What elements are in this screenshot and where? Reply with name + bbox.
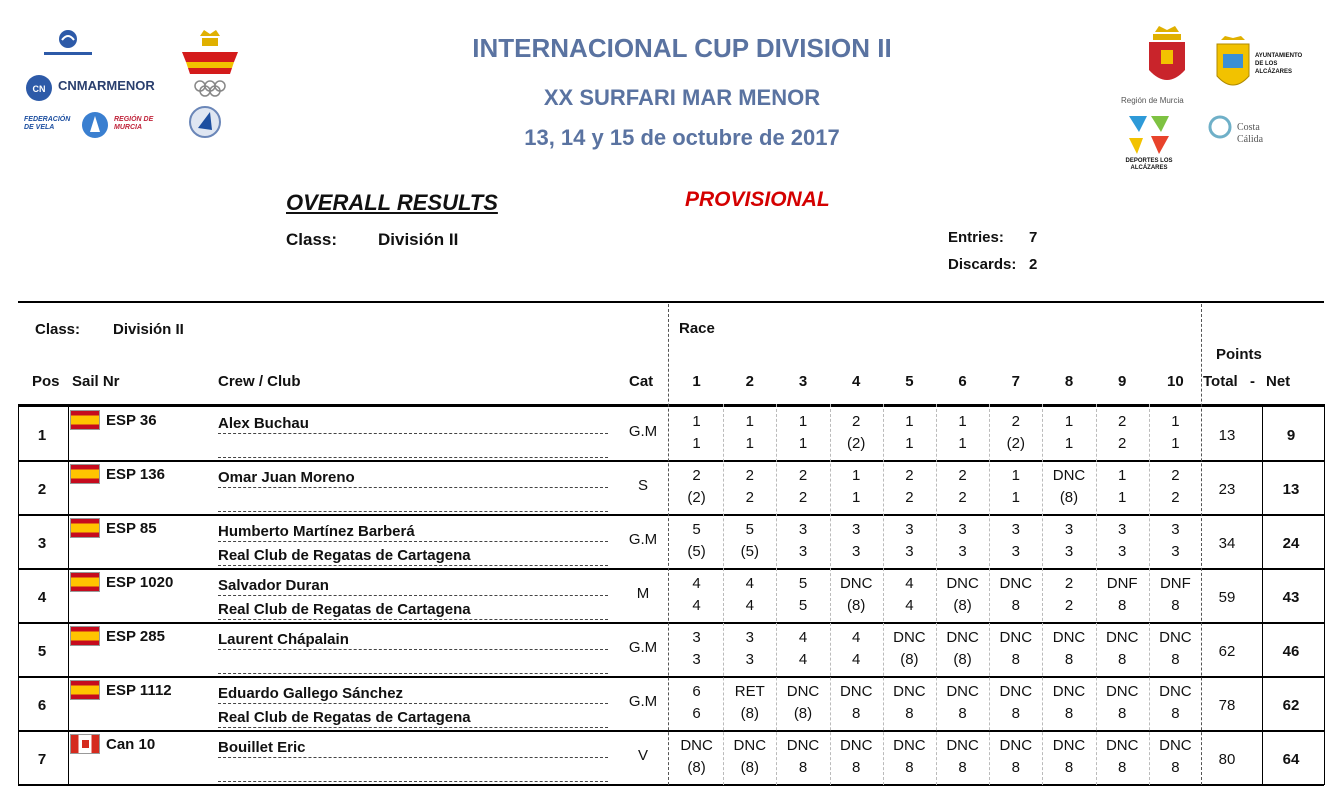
race-4-score: 2 bbox=[852, 413, 861, 430]
race-3-score: 1 bbox=[798, 413, 808, 430]
race-2-points: 2 bbox=[745, 489, 754, 506]
race-2-points: (8) bbox=[740, 705, 759, 722]
race-7-header: 7 bbox=[1011, 373, 1020, 390]
total-points: 62 bbox=[1218, 643, 1236, 660]
race-3-score: DNC bbox=[786, 737, 820, 754]
race-6-points: 8 bbox=[958, 759, 967, 776]
race-10-score: 3 bbox=[1171, 521, 1180, 538]
race-5-header: 5 bbox=[905, 373, 914, 390]
race-6-score: DNC bbox=[946, 683, 979, 700]
race-8-points: 8 bbox=[1064, 759, 1074, 776]
race-7-points: 1 bbox=[1011, 489, 1020, 506]
sail-number: ESP 136 bbox=[106, 466, 165, 483]
row-separator bbox=[18, 460, 1324, 462]
provisional-status: PROVISIONAL bbox=[685, 188, 830, 211]
race-2-header: 2 bbox=[745, 373, 754, 390]
race-10-score: 2 bbox=[1171, 467, 1180, 484]
pos-col-border bbox=[68, 404, 69, 785]
event-title: INTERNACIONAL CUP DIVISION II bbox=[472, 33, 892, 63]
race-8-points: (8) bbox=[1059, 489, 1079, 506]
race-2-score: 1 bbox=[745, 413, 754, 430]
class-value: División II bbox=[378, 230, 459, 249]
right-border bbox=[1324, 404, 1325, 785]
region-logo-text: REGIÓN DE MURCIA bbox=[114, 116, 154, 131]
col-total-header: Total bbox=[1203, 373, 1238, 390]
col-cat-header: Cat bbox=[629, 373, 654, 390]
table-class-label: Class: bbox=[35, 321, 81, 338]
row-separator bbox=[18, 568, 1324, 570]
net-col-border bbox=[1262, 404, 1263, 785]
race-9-score: 3 bbox=[1118, 521, 1127, 538]
spain-flag-icon bbox=[70, 518, 100, 538]
race-3-points: 8 bbox=[798, 759, 808, 776]
row-separator bbox=[18, 730, 1324, 732]
club-name bbox=[218, 493, 608, 512]
deportes-text: DEPORTES LOS ALCÁZARES bbox=[1125, 158, 1173, 171]
race-1-score: 6 bbox=[692, 683, 701, 700]
race-8-score: 2 bbox=[1064, 575, 1074, 592]
row-separator bbox=[18, 784, 1324, 786]
race-7-points: 8 bbox=[1011, 597, 1020, 614]
race-col-border bbox=[668, 304, 669, 785]
race-6-score: 1 bbox=[958, 413, 967, 430]
svg-text:CN: CN bbox=[32, 84, 46, 94]
sail-number: ESP 85 bbox=[106, 520, 157, 537]
sail-number: ESP 285 bbox=[106, 628, 165, 645]
race-col-divider bbox=[1096, 404, 1097, 785]
race-8-score: 3 bbox=[1064, 521, 1074, 538]
discards-value: 2 bbox=[1029, 256, 1038, 273]
race-10-score: 1 bbox=[1171, 413, 1180, 430]
race-9-points: 8 bbox=[1118, 759, 1127, 776]
race-col-divider bbox=[1042, 404, 1043, 785]
race-10-points: 2 bbox=[1171, 489, 1180, 506]
race-1-header: 1 bbox=[692, 373, 701, 390]
col-net-header: Net bbox=[1266, 373, 1291, 390]
race-4-points: 3 bbox=[852, 543, 861, 560]
position-cell: 1 bbox=[37, 427, 47, 444]
race-8-score: DNC bbox=[1052, 629, 1086, 646]
race-2-points: 3 bbox=[745, 651, 754, 668]
club-name: Real Club de Regatas de Cartagena bbox=[218, 547, 608, 566]
net-points: 62 bbox=[1282, 697, 1300, 714]
canada-flag-icon bbox=[70, 734, 100, 754]
race-col-divider bbox=[936, 404, 937, 785]
club-name bbox=[218, 655, 608, 674]
race-6-points: 8 bbox=[958, 705, 967, 722]
race-7-points: (2) bbox=[1006, 435, 1025, 452]
race-3-points: 4 bbox=[798, 651, 808, 668]
race-9-score: 2 bbox=[1118, 413, 1127, 430]
race-6-score: DNC bbox=[946, 629, 979, 646]
race-6-points: (8) bbox=[953, 651, 972, 668]
row-separator bbox=[18, 676, 1324, 678]
race-2-points: 1 bbox=[745, 435, 754, 452]
race-3-score: DNC bbox=[786, 683, 820, 700]
row-separator bbox=[18, 622, 1324, 624]
race-5-score: 2 bbox=[905, 467, 914, 484]
race-7-score: DNC bbox=[999, 683, 1033, 700]
spain-flag-icon bbox=[70, 410, 100, 430]
crew-name: Alex Buchau bbox=[218, 415, 608, 434]
race-1-points: (8) bbox=[687, 759, 706, 776]
race-1-score: DNC bbox=[680, 737, 713, 754]
cnm-logo-text: CNMARMENOR bbox=[58, 78, 155, 93]
race-8-points: 2 bbox=[1064, 597, 1074, 614]
race-1-score: 2 bbox=[692, 467, 701, 484]
table-top-border bbox=[18, 301, 1324, 303]
race-3-points: 1 bbox=[798, 435, 808, 452]
race-header: Race bbox=[679, 320, 715, 337]
race-7-points: 8 bbox=[1011, 705, 1020, 722]
race-10-score: DNC bbox=[1159, 683, 1192, 700]
total-points: 34 bbox=[1218, 535, 1236, 552]
position-cell: 3 bbox=[37, 535, 47, 552]
club-name: Real Club de Regatas de Cartagena bbox=[218, 601, 608, 620]
race-10-score: DNF bbox=[1159, 575, 1191, 592]
region-murcia-text: Región de Murcia bbox=[1121, 96, 1184, 105]
crew-name: Humberto Martínez Barberá bbox=[218, 523, 608, 542]
race-2-score: DNC bbox=[733, 737, 767, 754]
race-6-points: 2 bbox=[958, 489, 967, 506]
category-cell: S bbox=[637, 477, 648, 494]
race-1-points: 4 bbox=[692, 597, 701, 614]
total-points: 80 bbox=[1218, 751, 1236, 768]
overall-results-heading: OVERALL RESULTS bbox=[286, 190, 498, 215]
race-3-header: 3 bbox=[798, 373, 808, 390]
race-5-points: (8) bbox=[900, 651, 919, 668]
race-4-score: DNC bbox=[839, 737, 873, 754]
race-2-score: 2 bbox=[745, 467, 754, 484]
race-8-points: 1 bbox=[1064, 435, 1074, 452]
spain-flag-icon bbox=[70, 626, 100, 646]
race-col-divider bbox=[883, 404, 884, 785]
club-name bbox=[218, 763, 608, 782]
race-9-score: DNF bbox=[1106, 575, 1138, 592]
race-4-points: (8) bbox=[847, 597, 866, 614]
race-4-points: 4 bbox=[852, 651, 861, 668]
race-1-score: 1 bbox=[692, 413, 701, 430]
race-1-score: 4 bbox=[692, 575, 701, 592]
race-2-score: 5 bbox=[745, 521, 754, 538]
race-5-score: DNC bbox=[893, 683, 926, 700]
sail-number: Can 10 bbox=[106, 736, 156, 753]
total-points: 13 bbox=[1218, 427, 1236, 444]
race-1-score: 5 bbox=[692, 521, 701, 538]
race-5-score: 3 bbox=[905, 521, 914, 538]
race-9-points: 3 bbox=[1118, 543, 1127, 560]
col-pos-header: Pos bbox=[32, 373, 60, 390]
category-cell: M bbox=[636, 585, 650, 602]
crew-name: Eduardo Gallego Sánchez bbox=[218, 685, 608, 704]
race-4-score: 4 bbox=[852, 629, 861, 646]
race-10-points: 8 bbox=[1171, 597, 1180, 614]
race-col-divider bbox=[776, 404, 777, 785]
category-cell: G.M bbox=[628, 531, 658, 548]
race-8-header: 8 bbox=[1064, 373, 1074, 390]
crew-name: Salvador Duran bbox=[218, 577, 608, 596]
race-4-score: 3 bbox=[852, 521, 861, 538]
sail-number: ESP 1112 bbox=[106, 682, 172, 699]
category-cell: G.M bbox=[628, 423, 658, 440]
race-3-points: 5 bbox=[798, 597, 808, 614]
net-points: 64 bbox=[1282, 751, 1300, 768]
race-2-score: RET bbox=[734, 683, 765, 700]
net-points: 24 bbox=[1282, 535, 1300, 552]
race-5-score: DNC bbox=[893, 629, 926, 646]
race-7-score: 1 bbox=[1011, 467, 1020, 484]
race-5-score: 1 bbox=[905, 413, 914, 430]
net-points: 13 bbox=[1282, 481, 1300, 498]
race-5-points: 4 bbox=[905, 597, 914, 614]
race-4-points: 8 bbox=[852, 705, 861, 722]
spain-flag-icon bbox=[70, 680, 100, 700]
category-cell: G.M bbox=[628, 639, 658, 656]
race-col-divider bbox=[723, 404, 724, 785]
position-cell: 4 bbox=[37, 589, 47, 606]
race-4-score: 1 bbox=[852, 467, 861, 484]
race-9-points: 8 bbox=[1118, 651, 1127, 668]
race-4-points: (2) bbox=[847, 435, 866, 452]
race-7-points: 8 bbox=[1011, 759, 1020, 776]
race-5-score: DNC bbox=[893, 737, 926, 754]
event-subtitle: XX SURFARI MAR MENOR bbox=[543, 85, 821, 110]
race-col-divider bbox=[830, 404, 831, 785]
race-col-divider bbox=[1149, 404, 1150, 785]
class-label: Class: bbox=[286, 230, 338, 249]
race-10-score: DNC bbox=[1159, 629, 1192, 646]
race-5-points: 3 bbox=[905, 543, 914, 560]
race-9-points: 8 bbox=[1118, 705, 1127, 722]
race-1-score: 3 bbox=[692, 629, 701, 646]
points-header: Points bbox=[1216, 346, 1262, 363]
race-1-points: 6 bbox=[692, 705, 701, 722]
crew-name: Laurent Chápalain bbox=[218, 631, 608, 650]
race-10-points: 8 bbox=[1171, 651, 1180, 668]
race-3-score: 3 bbox=[798, 521, 808, 538]
race-col-divider bbox=[989, 404, 990, 785]
net-points: 9 bbox=[1286, 427, 1296, 444]
race-9-score: DNC bbox=[1105, 683, 1139, 700]
entries-value: 7 bbox=[1029, 229, 1038, 246]
race-9-points: 8 bbox=[1118, 597, 1127, 614]
race-8-points: 8 bbox=[1064, 651, 1074, 668]
event-dates: 13, 14 y 15 de octubre de 2017 bbox=[524, 125, 840, 150]
discards-label: Discards: bbox=[948, 256, 1017, 273]
left-border bbox=[18, 404, 19, 785]
race-5-points: 1 bbox=[905, 435, 914, 452]
race-7-score: DNC bbox=[999, 575, 1033, 592]
race-3-points: (8) bbox=[793, 705, 813, 722]
race-9-score: 1 bbox=[1118, 467, 1127, 484]
race-4-points: 8 bbox=[852, 759, 861, 776]
race-7-score: 2 bbox=[1011, 413, 1020, 430]
race-4-score: DNC bbox=[839, 575, 873, 592]
race-2-points: (8) bbox=[740, 759, 759, 776]
position-cell: 7 bbox=[37, 751, 47, 768]
col-sail-header: Sail Nr bbox=[72, 373, 120, 390]
race-4-score: DNC bbox=[839, 683, 873, 700]
category-cell: V bbox=[637, 747, 648, 764]
ayuntamiento-text: AYUNTAMIENTO DE LOS ALCÁZARES bbox=[1255, 53, 1303, 75]
race-5-points: 8 bbox=[905, 705, 914, 722]
net-points: 46 bbox=[1282, 643, 1300, 660]
race-6-points: 1 bbox=[958, 435, 967, 452]
costa-calida-text: Costa Cálida bbox=[1237, 122, 1264, 145]
race-3-score: 4 bbox=[798, 629, 808, 646]
race-7-score: DNC bbox=[999, 629, 1033, 646]
points-col-border bbox=[1201, 304, 1202, 785]
race-6-points: (8) bbox=[953, 597, 972, 614]
race-8-points: 3 bbox=[1064, 543, 1074, 560]
race-10-points: 1 bbox=[1171, 435, 1180, 452]
race-4-points: 1 bbox=[852, 489, 861, 506]
race-10-points: 8 bbox=[1171, 759, 1180, 776]
race-6-score: 3 bbox=[958, 521, 967, 538]
race-2-score: 3 bbox=[745, 629, 754, 646]
federacion-logo-text: FEDERACIÓN DE VELA bbox=[24, 116, 71, 131]
race-8-score: 1 bbox=[1064, 413, 1074, 430]
position-cell: 2 bbox=[37, 481, 47, 498]
position-cell: 5 bbox=[37, 643, 47, 660]
crew-name: Omar Juan Moreno bbox=[218, 469, 608, 488]
category-cell: G.M bbox=[628, 693, 658, 710]
race-2-score: 4 bbox=[745, 575, 754, 592]
race-1-points: 3 bbox=[692, 651, 701, 668]
net-points: 43 bbox=[1282, 589, 1300, 606]
race-10-score: DNC bbox=[1159, 737, 1192, 754]
race-3-score: 5 bbox=[798, 575, 808, 592]
club-name: Real Club de Regatas de Cartagena bbox=[218, 709, 608, 728]
race-3-points: 2 bbox=[798, 489, 808, 506]
total-points: 78 bbox=[1218, 697, 1236, 714]
race-6-score: 2 bbox=[958, 467, 967, 484]
race-2-points: (5) bbox=[740, 543, 759, 560]
race-7-score: DNC bbox=[999, 737, 1033, 754]
race-6-score: DNC bbox=[946, 737, 979, 754]
race-1-points: (5) bbox=[687, 543, 706, 560]
race-5-score: 4 bbox=[905, 575, 914, 592]
race-5-points: 2 bbox=[905, 489, 914, 506]
race-7-points: 3 bbox=[1011, 543, 1020, 560]
club-name bbox=[218, 439, 608, 458]
col-dash-header: - bbox=[1250, 373, 1255, 390]
race-9-header: 9 bbox=[1118, 373, 1127, 390]
row-separator bbox=[18, 514, 1324, 516]
race-7-points: 8 bbox=[1011, 651, 1020, 668]
total-points: 23 bbox=[1218, 481, 1236, 498]
race-9-points: 1 bbox=[1118, 489, 1127, 506]
race-8-score: DNC bbox=[1052, 467, 1086, 484]
race-6-points: 3 bbox=[958, 543, 967, 560]
race-4-header: 4 bbox=[852, 373, 861, 390]
race-3-score: 2 bbox=[798, 467, 808, 484]
race-1-points: 1 bbox=[692, 435, 701, 452]
spain-flag-icon bbox=[70, 572, 100, 592]
table-class-value: División II bbox=[113, 321, 184, 338]
entries-label: Entries: bbox=[948, 229, 1004, 246]
sail-number: ESP 36 bbox=[106, 412, 157, 429]
header-bottom-border bbox=[18, 404, 1324, 407]
position-cell: 6 bbox=[37, 697, 47, 714]
race-6-header: 6 bbox=[958, 373, 967, 390]
race-5-points: 8 bbox=[905, 759, 914, 776]
race-9-score: DNC bbox=[1105, 629, 1139, 646]
col-crew-header: Crew / Club bbox=[218, 373, 301, 390]
total-points: 59 bbox=[1218, 589, 1236, 606]
race-10-points: 3 bbox=[1171, 543, 1180, 560]
crew-name: Bouillet Eric bbox=[218, 739, 608, 758]
race-6-score: DNC bbox=[946, 575, 979, 592]
race-2-points: 4 bbox=[745, 597, 754, 614]
race-8-score: DNC bbox=[1052, 683, 1086, 700]
race-3-points: 3 bbox=[798, 543, 808, 560]
race-8-score: DNC bbox=[1052, 737, 1086, 754]
race-1-points: (2) bbox=[687, 489, 706, 506]
sail-number: ESP 1020 bbox=[106, 574, 174, 591]
race-10-header: 10 bbox=[1167, 373, 1184, 390]
race-7-score: 3 bbox=[1011, 521, 1020, 538]
race-9-points: 2 bbox=[1118, 435, 1127, 452]
race-8-points: 8 bbox=[1064, 705, 1074, 722]
spain-flag-icon bbox=[70, 464, 100, 484]
race-10-points: 8 bbox=[1171, 705, 1180, 722]
race-9-score: DNC bbox=[1105, 737, 1139, 754]
